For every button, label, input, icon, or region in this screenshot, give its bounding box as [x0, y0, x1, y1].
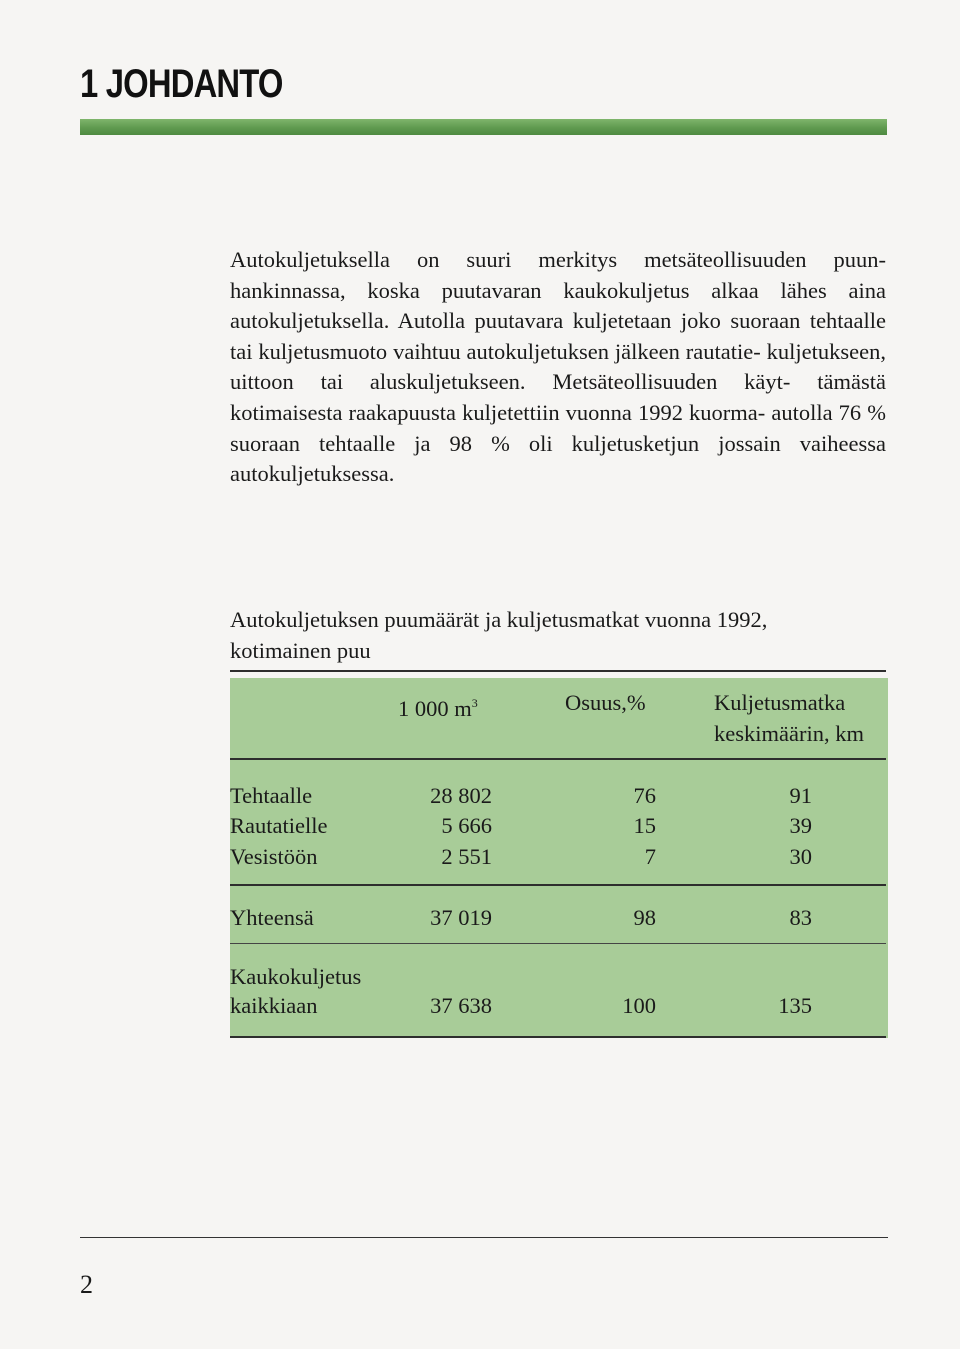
row-distance: 91	[789, 783, 812, 808]
body-line: kuljetukseen, uittoon tai aluskuljetukseen. Metsäteollisuuden käyt-	[230, 338, 886, 395]
transport-table	[230, 670, 886, 1040]
body-line: tämästä kotimaisesta raakapuusta kuljetettiin vuonna 1992 kuorma-	[230, 369, 886, 425]
grand-total-label-line-1: Kaukokuljetus	[230, 964, 362, 989]
table-caption-line-2: kotimainen puu	[230, 638, 371, 663]
total-share: 98	[633, 905, 656, 930]
header-rule	[230, 758, 886, 760]
header-share: Osuus,%	[565, 690, 646, 715]
row-share: 15	[633, 813, 656, 838]
footer-rule	[80, 1237, 888, 1238]
body-line: Autokuljetuksella on suuri merkitys metsäteollisuuden puun-	[230, 247, 886, 272]
grand-total-volume: 37 638	[430, 993, 492, 1018]
subtotal-rule	[230, 884, 886, 886]
body-line: tehtaalle tai kuljetusmuoto vaihtuu autokuljetuksen jälkeen rautatie-	[230, 308, 887, 364]
table-top-rule	[230, 670, 886, 672]
table-caption-line-1: Autokuljetuksen puumäärät ja kuljetusmatkat vuonna 1992,	[230, 607, 768, 632]
grand-total-label-line-2: kaikkiaan	[230, 993, 318, 1018]
total-rule	[230, 943, 886, 944]
row-label: Rautatielle	[230, 813, 328, 838]
row-distance: 30	[789, 844, 812, 869]
total-distance: 83	[789, 905, 812, 930]
header-volume: 1 000 $m^3$	[398, 696, 478, 721]
chapter-heading: 1 JOHDANTO	[80, 62, 283, 106]
row-volume: 2 551	[441, 844, 492, 869]
intro-paragraph	[230, 245, 886, 490]
body-line: vaiheessa autokuljetuksessa.	[230, 430, 886, 487]
heading-rule-bar	[80, 119, 887, 135]
row-volume: 28 802	[430, 783, 492, 808]
header-distance-line-1: Kuljetusmatka	[714, 690, 846, 715]
row-volume: 5 666	[441, 813, 492, 838]
body-line: autokuljetuksella. Autolla puutavara kuljetetaan joko suoraan	[230, 308, 801, 334]
grand-total-share: 100	[622, 993, 656, 1018]
row-share: 76	[633, 783, 656, 808]
table-bottom-rule	[230, 1036, 886, 1038]
row-distance: 39	[789, 813, 812, 838]
row-share: 7	[644, 844, 656, 869]
row-label: Vesistöön	[230, 844, 318, 869]
total-label: Yhteensä	[230, 905, 314, 930]
row-label: Tehtaalle	[230, 783, 313, 808]
body-line: autolla 76 % suoraan tehtaalle ja 98 % oli kuljetusketjun jossain	[230, 399, 887, 456]
header-distance-line-2: keskimäärin, km	[714, 721, 864, 746]
total-volume: 37 019	[430, 905, 492, 930]
body-line: hankinnassa, koska puutavaran kaukokuljetus alkaa lähes aina	[230, 277, 886, 303]
table-caption	[230, 604, 886, 666]
page-number: 2	[80, 1270, 93, 1299]
grand-total-distance: 135	[778, 993, 812, 1018]
